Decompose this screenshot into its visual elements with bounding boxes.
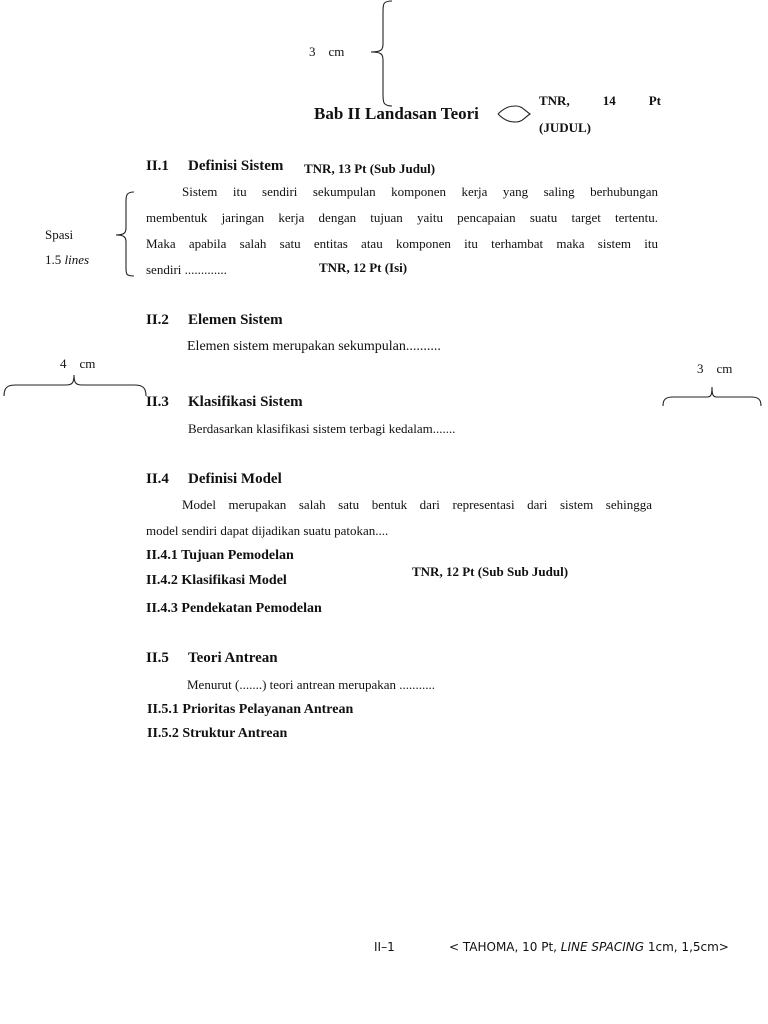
subsection-II52: II.5.2 Struktur Antrean <box>147 726 288 741</box>
chapter-note-line1: TNR, 14 Pt <box>539 93 661 108</box>
right-margin-brace <box>661 384 765 408</box>
subsection-II41: II.4.1 Tujuan Pemodelan <box>146 548 294 563</box>
spacing-value: 1.5 lines <box>45 252 90 267</box>
section-paragraph-II1: Sistem itu sendiri sekumpulan komponen kerja yang saling berhubungan membentuk jaringan kerja dengan tujuan yaitu pencapaian suatu target tertentu. Maka apabila salah satu entitas atau komponen itu terhambat maka sistem itu sendiri ............. <box>146 184 658 277</box>
footer-format-note: < TAHOMA, 10 Pt, LINE SPACING 1cm, 1,5cm> <box>449 940 729 954</box>
chapter-note-brace <box>496 102 532 128</box>
section-heading-II1: II.1 Definisi Sistem <box>146 158 284 174</box>
chapter-title: Bab II Landasan Teori <box>314 104 479 123</box>
subsection-II43: II.4.3 Pendekatan Pemodelan <box>146 601 322 616</box>
section-heading-II5: II.5 Teori Antrean <box>146 650 278 666</box>
subsubheading-note: TNR, 12 Pt (Sub Sub Judul) <box>412 564 569 579</box>
subsection-II51: II.5.1 Prioritas Pelayanan Antrean <box>147 702 354 717</box>
section-paragraph-II4: Model merupakan salah satu bentuk dari representasi dari sistem sehingga model sendiri dapat dijadikan suatu patokan.... <box>146 497 652 538</box>
section-heading-II3: II.3 Klasifikasi Sistem <box>146 394 303 410</box>
body-note: TNR, 12 Pt (Isi) <box>319 260 408 275</box>
section-body-II2: Elemen sistem merupakan sekumpulan.......... <box>187 339 441 354</box>
left-margin-brace <box>2 372 148 398</box>
left-margin-label: 4 cm <box>60 356 96 371</box>
section-heading-II2: II.2 Elemen Sistem <box>146 312 283 328</box>
subheading-note: TNR, 13 Pt (Sub Judul) <box>304 161 436 176</box>
top-margin-brace <box>365 0 395 108</box>
subsection-II42: II.4.2 Klasifikasi Model <box>146 573 287 588</box>
section-heading-II4: II.4 Definisi Model <box>146 471 282 487</box>
spacing-brace <box>114 190 136 278</box>
spacing-label: Spasi <box>45 227 74 242</box>
page-number: II–1 <box>374 940 395 954</box>
section-body-II3: Berdasarkan klasifikasi sistem terbagi kedalam....... <box>188 421 456 436</box>
right-margin-label: 3 cm <box>697 361 733 376</box>
chapter-note-line2: (JUDUL) <box>539 120 591 135</box>
section-body-II5: Menurut (.......) teori antrean merupakan ........... <box>187 677 436 692</box>
top-margin-label: 3 cm <box>309 44 345 59</box>
